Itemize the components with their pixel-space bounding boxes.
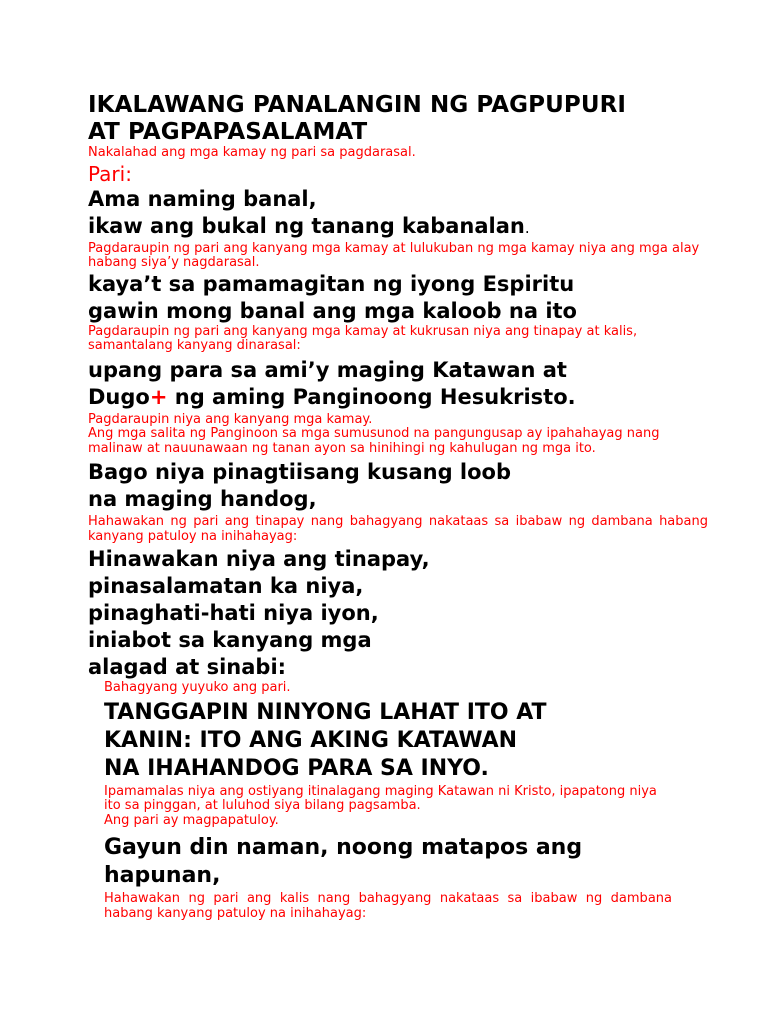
- prayer-katawan-dugo: [88, 357, 708, 411]
- rubric-continue: Ang pari ay magpapatuloy.: [104, 812, 279, 828]
- consecration-section: [104, 681, 672, 921]
- prayer-gayun-din: [104, 834, 672, 890]
- prayer-line: alagad at sinabi:: [88, 655, 287, 679]
- prayer-line: ikaw ang bukal ng tanang kabanalan: [88, 213, 525, 238]
- prayer-line: Gayun din naman, noong matapos ang: [104, 835, 583, 860]
- prayer-bago-niya: [88, 459, 708, 513]
- rubric-words-of-lord: Ang mga salita ng Panginoon sa mga sumusunod na pangungusap ay ipahahayag nang malinaw at nauunawaan ng tanan ayon sa hinihingi ng kahulugan ng mga ito.: [88, 426, 660, 456]
- prayer-line: iniabot sa kanyang mga: [88, 628, 372, 652]
- prayer-line: Dugo: [88, 384, 150, 409]
- prayer-espiritu: [88, 271, 708, 325]
- prayer-line: gawin mong banal ang mga kaloob na ito: [88, 298, 577, 323]
- prayer-line: Bago niya pinagtiisang kusang loob: [88, 460, 512, 484]
- speaker-label: Pari:: [88, 161, 132, 186]
- consecration-line: KANIN: ITO ANG AKING KATAWAN: [104, 727, 518, 753]
- rubric-hold-chalice: Hahawakan ng pari ang kalis nang bahagyang nakataas sa ibabaw ng dambana habang kanyang patuloy na inihahayag:: [104, 891, 672, 921]
- prayer-line: na maging handog,: [88, 487, 317, 511]
- rubric-elevation: Ipamamalas niya ang ostiyang itinalagang maging Katawan ni Kristo, ipapatong niya ito sa pinggan, at luluhod siya bilang pagsamba.: [104, 783, 657, 813]
- prayer-period: .: [524, 218, 530, 237]
- rubric-sign-of-cross: Pagdaraupin ng pari ang kanyang mga kamay at kukrusan niya ang tinapay at kalis, samantalang kanyang dinarasal:: [88, 323, 638, 353]
- consecration-words: [104, 699, 672, 783]
- rubric-join-hands: Pagdaraupin niya ang kanyang mga kamay.: [88, 411, 373, 427]
- title-line-2: AT PAGPAPASALAMAT: [88, 119, 368, 145]
- title-line-1: IKALAWANG PANALANGIN NG PAGPUPURI: [88, 92, 627, 118]
- prayer-line: Ama naming banal,: [88, 186, 317, 211]
- prayer-document: [88, 92, 708, 921]
- prayer-tinapay: [88, 546, 708, 681]
- prayer-line: kaya’t sa pamamagitan ng iyong Espiritu: [88, 271, 575, 296]
- prayer-line: pinasalamatan ka niya,: [88, 574, 364, 598]
- prayer-line: Hinawakan niya ang tinapay,: [88, 547, 430, 571]
- prayer-line: ng aming Panginoong Hesukristo.: [167, 384, 576, 409]
- prayer-line: pinaghati-hati niya iyon,: [88, 601, 379, 625]
- rubric-epiclesis-hands: Pagdaraupin ng pari ang kanyang mga kamay at lulukuban ng mga kamay niya ang mga alay habang siya’y nagdarasal.: [88, 240, 700, 270]
- prayer-line: upang para sa ami’y maging Katawan at: [88, 357, 567, 382]
- rubric-open-hands: Nakalahad ang mga kamay ng pari sa pagdarasal.: [88, 145, 416, 160]
- consecration-line: TANGGAPIN NINYONG LAHAT ITO AT: [104, 699, 547, 725]
- rubric-bow: Bahagyang yuyuko ang pari.: [104, 680, 291, 695]
- prayer-line: hapunan,: [104, 863, 221, 888]
- rubric-hold-bread: Hahawakan ng pari ang tinapay nang bahagyang nakataas sa ibabaw ng dambana habang kanyang patuloy na inihahayag:: [88, 514, 708, 544]
- cross-icon: +: [149, 384, 168, 409]
- consecration-line: NA IHAHANDOG PARA SA INYO.: [104, 755, 489, 781]
- prayer-ama-naming: [88, 186, 708, 242]
- document-title: [88, 92, 708, 146]
